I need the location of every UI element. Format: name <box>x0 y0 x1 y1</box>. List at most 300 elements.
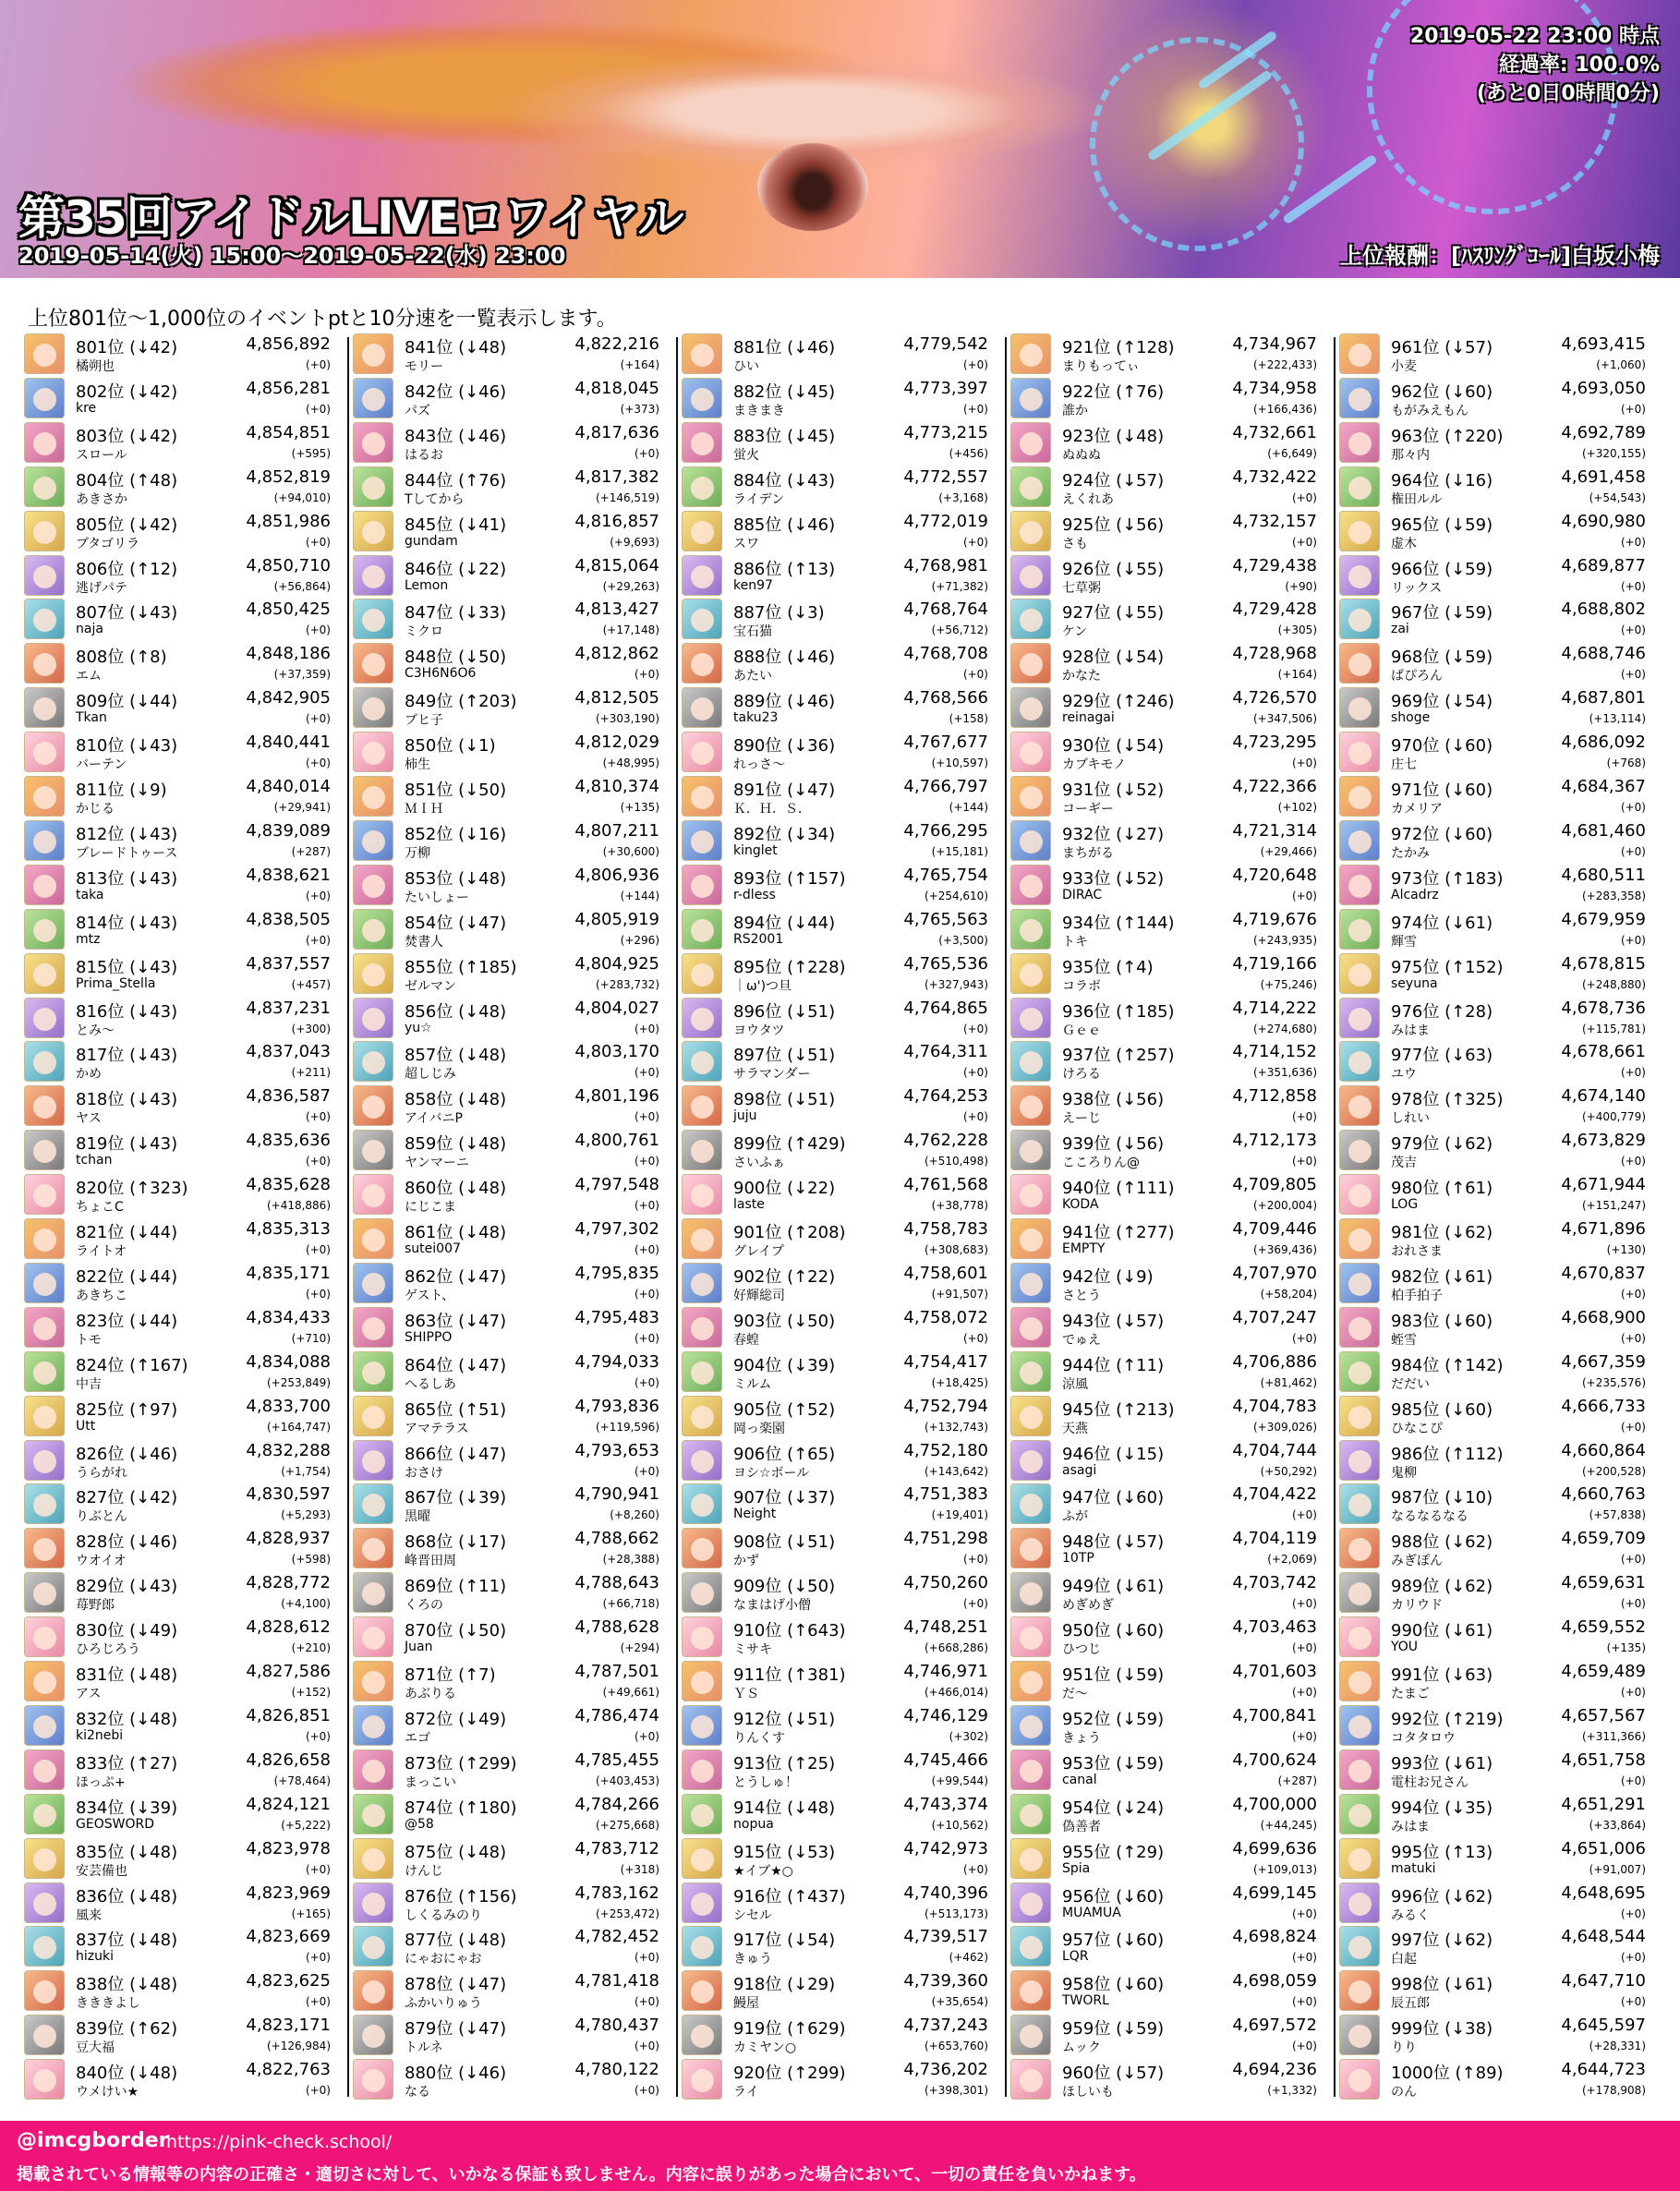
ten-minute-speed: (+0) <box>305 1951 331 1965</box>
ten-minute-speed: (+0) <box>962 1331 988 1345</box>
producer-name: 涼風 <box>1062 1376 1088 1392</box>
producer-name: リックス <box>1391 580 1443 596</box>
ten-minute-speed: (+0) <box>634 446 659 460</box>
ten-minute-speed: (+56,712) <box>931 623 988 637</box>
idol-avatar <box>1339 1794 1380 1834</box>
ranking-entry <box>682 685 1001 730</box>
rank-label: 832位 (↓48) <box>76 1709 178 1729</box>
event-points: 4,688,746 <box>1561 644 1646 664</box>
idol-avatar <box>1339 1882 1380 1923</box>
producer-name: もがみえもん <box>1391 403 1468 418</box>
ten-minute-speed: (+0) <box>305 889 331 902</box>
event-points: 4,850,710 <box>246 555 331 575</box>
event-points: 4,822,216 <box>574 334 659 354</box>
idol-avatar <box>24 1572 65 1613</box>
idol-avatar <box>1010 643 1051 684</box>
event-points: 4,704,783 <box>1232 1396 1317 1416</box>
event-points: 4,732,422 <box>1232 466 1317 487</box>
idol-avatar <box>353 1130 393 1170</box>
idol-avatar <box>682 1661 722 1701</box>
rank-label: 828位 (↓46) <box>76 1532 178 1553</box>
ranking-entry <box>1010 1881 1330 1925</box>
ten-minute-speed: (+164) <box>1277 668 1317 682</box>
idol-avatar <box>1339 1572 1380 1613</box>
producer-name: KODA <box>1062 1197 1099 1213</box>
producer-name: モリー <box>405 359 443 374</box>
rank-label: 893位 (↑157) <box>733 868 846 889</box>
ranking-entry <box>353 1438 672 1483</box>
producer-name: しくるみのり <box>405 1907 482 1923</box>
producer-name: アス <box>76 1687 102 1701</box>
ranking-entry <box>1010 1968 1330 2013</box>
producer-name: へるしあ <box>405 1376 456 1392</box>
ranking-entry <box>353 332 672 376</box>
idol-avatar <box>24 1483 65 1524</box>
event-points: 4,748,251 <box>903 1617 988 1638</box>
producer-name: GEOSWORD <box>76 1816 154 1832</box>
producer-name: あたい <box>733 669 772 684</box>
ten-minute-speed: (+13,114) <box>1589 712 1646 726</box>
ranking-entry <box>353 2057 672 2101</box>
ranking-entry <box>353 1039 672 1083</box>
idol-avatar <box>1010 1263 1051 1303</box>
column-divider <box>676 337 678 2097</box>
ranking-entry <box>1010 1659 1330 1703</box>
idol-avatar <box>1010 1970 1051 2011</box>
ranking-entry <box>682 1968 1001 2013</box>
producer-name: 宝石猫 <box>733 624 772 640</box>
idol-avatar <box>353 2059 393 2100</box>
idol-avatar <box>1339 1440 1380 1481</box>
event-points: 4,810,374 <box>574 777 659 796</box>
producer-name: taka <box>76 887 104 902</box>
rank-label: 957位 (↓60) <box>1062 1931 1165 1951</box>
producer-name: Ｋ．Ｈ．Ｓ． <box>733 802 811 817</box>
ranking-entry <box>1339 332 1659 376</box>
ranking-entry <box>24 1172 344 1217</box>
idol-avatar <box>1339 1705 1380 1746</box>
rank-label: 898位 (↓51) <box>733 1090 836 1110</box>
ranking-entry <box>353 1172 672 1217</box>
event-points: 4,659,552 <box>1561 1617 1646 1638</box>
ranking-entry <box>682 1792 1001 1836</box>
ranking-entry <box>682 1438 1001 1483</box>
ten-minute-speed: (+0) <box>1620 668 1646 682</box>
rank-label: 976位 (↑28) <box>1391 1001 1493 1022</box>
event-points: 4,651,291 <box>1561 1794 1646 1814</box>
header-banner <box>0 0 1680 278</box>
producer-name: sutei007 <box>405 1241 461 1256</box>
idol-avatar <box>682 1174 722 1215</box>
ranking-entry <box>682 1350 1001 1394</box>
event-points: 4,822,763 <box>246 2060 331 2080</box>
event-points: 4,795,483 <box>574 1307 659 1327</box>
event-points: 4,671,896 <box>1561 1219 1646 1239</box>
producer-name: Neight <box>733 1507 777 1522</box>
rank-label: 994位 (↓35) <box>1391 1798 1493 1818</box>
producer-name: サラマンダー <box>733 1067 811 1083</box>
producer-name: たかみ <box>1391 845 1430 861</box>
rank-label: 831位 (↓48) <box>76 1665 178 1685</box>
ten-minute-speed: (+130) <box>1606 1243 1646 1256</box>
idol-avatar <box>353 1794 393 1834</box>
idol-avatar <box>1010 732 1051 772</box>
event-points: 4,837,557 <box>246 953 331 974</box>
rank-label: 971位 (↓60) <box>1391 781 1493 800</box>
idol-avatar <box>1010 1440 1051 1481</box>
ten-minute-speed: (+466,014) <box>924 1686 988 1699</box>
ten-minute-speed: (+78,464) <box>273 1773 331 1787</box>
producer-name: seyuna <box>1391 975 1438 991</box>
ten-minute-speed: (+0) <box>962 1862 988 1876</box>
ranking-entry <box>1010 1924 1330 1968</box>
ten-minute-speed: (+0) <box>305 712 331 726</box>
rank-label: 952位 (↓59) <box>1062 1709 1165 1729</box>
rank-label: 844位 (↑76) <box>405 470 507 490</box>
rank-label: 897位 (↓51) <box>733 1046 836 1066</box>
producer-name: reinagai <box>1062 710 1115 726</box>
ranking-entry <box>1010 1615 1330 1659</box>
idol-avatar <box>1010 1396 1051 1436</box>
rank-label: 860位 (↓48) <box>405 1179 507 1199</box>
ranking-entry <box>682 465 1001 509</box>
event-points: 4,752,794 <box>903 1396 988 1416</box>
ranking-entry <box>682 1526 1001 1570</box>
ranking-entry <box>1339 1703 1659 1748</box>
ten-minute-speed: (+0) <box>634 1375 659 1389</box>
rank-label: 848位 (↓50) <box>405 648 507 668</box>
idol-avatar <box>353 1041 393 1082</box>
ranking-entry <box>1010 730 1330 774</box>
ten-minute-speed: (+398,301) <box>924 2084 988 2098</box>
producer-name: きょう <box>1062 1730 1101 1746</box>
ranking-entry <box>1339 1792 1659 1836</box>
idol-avatar <box>1339 1749 1380 1790</box>
event-points: 4,835,628 <box>246 1175 331 1195</box>
ten-minute-speed: (+58,204) <box>1260 1287 1317 1301</box>
producer-name: 豆大福 <box>76 2040 115 2056</box>
producer-name: naja <box>76 622 103 637</box>
event-points: 4,766,797 <box>903 777 988 796</box>
ten-minute-speed: (+94,010) <box>273 490 331 504</box>
producer-name: えくれあ <box>1062 491 1114 507</box>
rank-label: 940位 (↑111) <box>1062 1179 1175 1199</box>
idol-avatar <box>682 820 722 861</box>
ranking-entry <box>353 1394 672 1438</box>
event-points: 4,690,980 <box>1561 511 1646 531</box>
idol-avatar <box>353 1705 393 1746</box>
idol-avatar <box>1010 1130 1051 1170</box>
idol-avatar <box>353 1085 393 1126</box>
rank-label: 851位 (↓50) <box>405 781 507 800</box>
ten-minute-speed: (+15,181) <box>931 844 988 858</box>
event-points: 4,804,027 <box>574 998 659 1018</box>
ranking-entry <box>1010 951 1330 996</box>
event-points: 4,764,253 <box>903 1086 988 1107</box>
idol-avatar <box>353 2015 393 2055</box>
producer-name: 電柱お兄さん <box>1391 1774 1468 1790</box>
idol-avatar <box>1339 687 1380 728</box>
event-points: 4,647,710 <box>1561 1971 1646 1991</box>
ranking-entry <box>1339 907 1659 951</box>
ten-minute-speed: (+0) <box>1620 402 1646 416</box>
producer-name: ほっぷ+ <box>76 1774 126 1790</box>
ten-minute-speed: (+44,245) <box>1260 1818 1317 1832</box>
rank-label: 871位 (↑7) <box>405 1665 496 1685</box>
idol-avatar <box>24 1307 65 1348</box>
ten-minute-speed: (+274,680) <box>1252 1022 1317 1035</box>
producer-name: めぎめぎ <box>1062 1598 1114 1614</box>
ten-minute-speed: (+309,026) <box>1252 1420 1317 1434</box>
ranking-entry <box>24 818 344 863</box>
ten-minute-speed: (+49,661) <box>602 1686 659 1699</box>
rank-label: 833位 (↑27) <box>76 1753 178 1773</box>
rank-label: 856位 (↓48) <box>405 1001 507 1022</box>
producer-name: 庄七 <box>1391 757 1417 773</box>
event-points: 4,687,801 <box>1561 688 1646 708</box>
event-points: 4,746,129 <box>903 1705 988 1725</box>
rank-label: 859位 (↓48) <box>405 1134 507 1155</box>
producer-name: TWORL <box>1062 1993 1109 2009</box>
producer-name: きききよし <box>76 1996 140 2012</box>
ten-minute-speed: (+0) <box>1620 1287 1646 1301</box>
producer-name: たいしょー <box>405 890 469 905</box>
idol-avatar <box>1339 732 1380 772</box>
event-points: 4,835,313 <box>246 1219 331 1239</box>
event-points: 4,784,266 <box>574 1794 659 1814</box>
ten-minute-speed: (+0) <box>1291 1686 1317 1699</box>
event-points: 4,648,544 <box>1561 1927 1646 1947</box>
event-points: 4,720,648 <box>1232 865 1317 885</box>
producer-name: 輝雪 <box>1391 934 1417 950</box>
idol-avatar <box>682 1085 722 1126</box>
ranking-entry <box>24 1836 344 1881</box>
event-points: 4,761,568 <box>903 1175 988 1195</box>
rank-label: 805位 (↓42) <box>76 514 178 535</box>
site-url[interactable]: https://pink-check.school/ <box>166 2132 393 2152</box>
ranking-entry <box>682 1881 1001 1925</box>
event-points: 4,758,783 <box>903 1219 988 1239</box>
idol-avatar <box>1010 820 1051 861</box>
event-points: 4,692,789 <box>1561 422 1646 442</box>
rank-label: 959位 (↓59) <box>1062 2019 1165 2040</box>
event-points: 4,644,723 <box>1561 2060 1646 2080</box>
producer-name: 春蝗 <box>733 1332 759 1348</box>
ten-minute-speed: (+0) <box>1291 1907 1317 1920</box>
producer-name: nopua <box>733 1816 774 1832</box>
ranking-entry <box>1339 553 1659 598</box>
producer-name: ＹＳ <box>733 1687 759 1701</box>
producer-name: Juan <box>405 1640 433 1655</box>
idol-avatar <box>1339 643 1380 684</box>
idol-avatar <box>1339 1838 1380 1879</box>
ten-minute-speed: (+305) <box>1277 623 1317 637</box>
ranking-entry <box>24 996 344 1040</box>
rank-label: 935位 (↑4) <box>1062 957 1154 977</box>
ranking-entry <box>682 1083 1001 1128</box>
idol-avatar <box>24 1174 65 1215</box>
rank-label: 991位 (↓63) <box>1391 1665 1493 1685</box>
ten-minute-speed: (+0) <box>634 1995 659 2009</box>
ten-minute-speed: (+115,781) <box>1581 1022 1646 1035</box>
rank-label: 948位 (↓57) <box>1062 1532 1165 1553</box>
ten-minute-speed: (+0) <box>962 358 988 371</box>
producer-name: あきさか <box>76 491 127 507</box>
idol-avatar <box>353 776 393 817</box>
producer-name: トキ <box>1062 934 1088 950</box>
idol-avatar <box>1010 466 1051 507</box>
rank-label: 878位 (↓47) <box>405 1975 507 1995</box>
producer-name: gundam <box>405 533 458 549</box>
event-points: 4,758,601 <box>903 1263 988 1283</box>
ten-minute-speed: (+0) <box>962 668 988 682</box>
ranking-entry <box>1339 1924 1659 1968</box>
ranking-entry <box>682 376 1001 420</box>
producer-name: SHIPPO <box>405 1329 453 1345</box>
ten-minute-speed: (+56,864) <box>273 579 331 593</box>
idol-avatar <box>682 1263 722 1303</box>
event-points: 4,693,050 <box>1561 378 1646 398</box>
rank-label: 919位 (↑629) <box>733 2019 846 2040</box>
ten-minute-speed: (+66,718) <box>602 1597 659 1611</box>
event-period: 2019-05-14(火) 15:00～2019-05-22(水) 23:00 <box>18 243 566 269</box>
twitter-handle[interactable]: @imcgborder <box>17 2129 169 2152</box>
ten-minute-speed: (+296) <box>620 933 659 947</box>
ten-minute-speed: (+126,984) <box>266 2040 331 2053</box>
ranking-entry <box>1010 1172 1330 1217</box>
ten-minute-speed: (+6,649) <box>1267 446 1317 460</box>
ten-minute-speed: (+0) <box>1620 579 1646 593</box>
idol-avatar <box>24 1616 65 1657</box>
producer-name: ほしいも <box>1062 2085 1114 2100</box>
event-points: 4,786,474 <box>574 1705 659 1725</box>
producer-name: 焚書人 <box>405 934 443 950</box>
ranking-entry <box>1010 1570 1330 1615</box>
idol-avatar <box>353 1572 393 1613</box>
producer-name: Tしてから <box>405 491 465 507</box>
ranking-entry <box>353 465 672 509</box>
producer-name: 風来 <box>76 1907 102 1923</box>
event-points: 4,768,981 <box>903 555 988 575</box>
ranking-entry <box>353 818 672 863</box>
rank-label: 801位 (↓42) <box>76 338 178 357</box>
idol-avatar <box>1010 687 1051 728</box>
ranking-entry <box>24 1703 344 1748</box>
ten-minute-speed: (+510,498) <box>924 1155 988 1168</box>
ten-minute-speed: (+0) <box>305 535 331 549</box>
ten-minute-speed: (+0) <box>305 2084 331 2098</box>
ranking-entry <box>682 1659 1001 1703</box>
ten-minute-speed: (+653,760) <box>924 2040 988 2053</box>
idol-avatar <box>353 865 393 905</box>
ten-minute-speed: (+275,668) <box>595 1818 659 1832</box>
idol-avatar <box>24 511 65 551</box>
idol-avatar <box>353 820 393 861</box>
idol-avatar <box>353 555 393 596</box>
ten-minute-speed: (+165) <box>291 1907 331 1920</box>
producer-name: 安芸備也 <box>76 1863 127 1879</box>
producer-name: 鰻屋 <box>733 1996 759 2012</box>
producer-name: ぱぴろん <box>1391 669 1443 684</box>
rank-label: 961位 (↓57) <box>1391 338 1493 357</box>
column-divider <box>1334 337 1336 2097</box>
ten-minute-speed: (+178,908) <box>1581 2084 1646 2098</box>
ten-minute-speed: (+0) <box>1291 1995 1317 2009</box>
event-points: 4,768,708 <box>903 644 988 664</box>
producer-name: Utt <box>76 1418 96 1434</box>
event-points: 4,850,425 <box>246 599 331 620</box>
ten-minute-speed: (+50,292) <box>1260 1464 1317 1478</box>
event-points: 4,827,586 <box>246 1662 331 1681</box>
producer-name: カリウド <box>1391 1598 1443 1614</box>
event-points: 4,698,824 <box>1232 1927 1317 1947</box>
rank-label: 941位 (↑277) <box>1062 1223 1175 1242</box>
producer-name: canal <box>1062 1772 1097 1787</box>
producer-name: まりもってぃ <box>1062 359 1140 374</box>
ten-minute-speed: (+132,743) <box>924 1420 988 1434</box>
rank-label: 947位 (↓60) <box>1062 1488 1165 1508</box>
producer-name: EMPTY <box>1062 1241 1106 1256</box>
ranking-entry <box>682 996 1001 1040</box>
event-points: 4,660,864 <box>1561 1440 1646 1460</box>
idol-avatar <box>24 1528 65 1568</box>
rank-label: 812位 (↓43) <box>76 824 178 844</box>
producer-name: カブキモノ <box>1062 757 1127 773</box>
ranking-entry <box>353 996 672 1040</box>
rank-label: 980位 (↑61) <box>1391 1179 1493 1199</box>
producer-name: グレイプ <box>733 1244 784 1259</box>
producer-name: スワ <box>733 536 759 551</box>
ten-minute-speed: (+303,190) <box>595 712 659 726</box>
ranking-entry <box>353 907 672 951</box>
ranking-entry <box>1339 2057 1659 2101</box>
idol-avatar <box>1010 1218 1051 1259</box>
producer-name: Ｇｅｅ <box>1062 1023 1101 1038</box>
ten-minute-speed: (+0) <box>1620 623 1646 637</box>
event-points: 4,659,489 <box>1561 1662 1646 1681</box>
rank-label: 876位 (↑156) <box>405 1886 517 1907</box>
producer-name: matuki <box>1391 1860 1436 1876</box>
event-points: 4,671,944 <box>1561 1175 1646 1195</box>
producer-name: カメリア <box>1391 802 1443 817</box>
ten-minute-speed: (+1,060) <box>1596 358 1646 371</box>
rank-label: 854位 (↓47) <box>405 913 507 933</box>
rank-label: 967位 (↓59) <box>1391 603 1493 623</box>
ten-minute-speed: (+151,247) <box>1581 1199 1646 1213</box>
rank-label: 954位 (↓24) <box>1062 1798 1165 1818</box>
producer-name: ライトオ <box>76 1244 127 1259</box>
event-points: 4,795,835 <box>574 1263 659 1283</box>
rank-label: 855位 (↑185) <box>405 957 517 977</box>
producer-name: のん <box>1391 2085 1417 2100</box>
event-points: 4,684,367 <box>1561 777 1646 796</box>
idol-avatar <box>1339 422 1380 463</box>
event-points: 4,694,236 <box>1232 2060 1317 2080</box>
event-points: 4,772,019 <box>903 511 988 531</box>
ten-minute-speed: (+1,754) <box>281 1464 331 1478</box>
ten-minute-speed: (+8,260) <box>610 1508 659 1522</box>
idol-avatar <box>353 1307 393 1348</box>
event-points: 4,823,625 <box>246 1971 331 1991</box>
ranking-entry <box>24 597 344 641</box>
ten-minute-speed: (+0) <box>305 1287 331 1301</box>
ranking-entry <box>1339 774 1659 818</box>
ten-minute-speed: (+2,069) <box>1267 1553 1317 1567</box>
idol-avatar <box>1339 1307 1380 1348</box>
event-points: 4,651,758 <box>1561 1749 1646 1770</box>
rank-label: 826位 (↓46) <box>76 1444 178 1464</box>
ten-minute-speed: (+0) <box>962 402 988 416</box>
